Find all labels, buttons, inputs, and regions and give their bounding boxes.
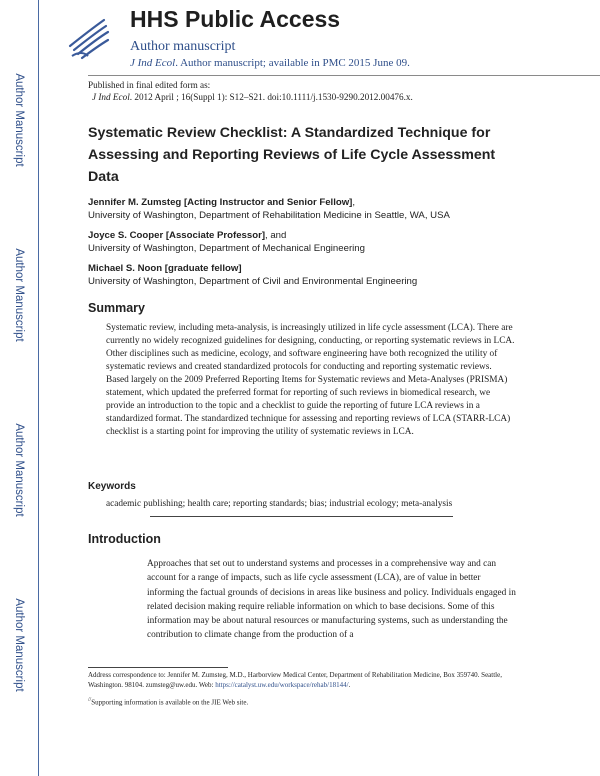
workspace-link[interactable]: https://catalyst.uw.edu/workspace/rehab/18144/ [215,680,349,689]
keywords-heading: Keywords [88,481,136,492]
sidebar-label-4: Author Manuscript [13,598,25,692]
author-entry: Jennifer M. Zumsteg [Acting Instructor and Senior Fellow], University of Washington, Department of Rehabilitation Medicine in Seattle, WA, USA [88,197,450,221]
sidebar-label-2: Author Manuscript [13,248,25,342]
availability-line: J Ind Ecol. Author manuscript; available in PMC 2015 June 09. [130,57,410,69]
introduction-paragraph: Approaches that set out to understand systems and processes in a comprehensive way and can account for a range of impacts, such as life cycle assessment (LCA), are of value in better informing the factual grounds of decisions in areas like business and policy. Individuals engaged in related decision making require reliable information on which to base decisions. Some of this information may be about natural resources or manufacturing systems, such as understanding the contribution to climate change from the production of a [147,559,516,641]
publication-info: Published in final edited form as: J Ind Ecol. 2012 April ; 16(Suppl 1): S12–S21. doi:10.1111/j.1530-9290.2012.00476.x. [88,80,413,102]
sidebar-label-1: Author Manuscript [13,73,25,167]
article-title: Systematic Review Checklist: A Standardized Technique for Assessing and Reporting Reviews of Life Cycle Assessment Data [88,125,496,185]
correspondence-footnote: Address correspondence to: Jennifer M. Zumsteg, M.D., Harborview Medical Center, Department of Rehabilitation Medicine, Box 359740. Seattle, Washington. 98104. zumsteg@uw.edu. Web: https://catalyst.uw.edu/workspace/rehab/18144/. [88,671,502,689]
author-manuscript-subtitle: Author manuscript [130,39,236,54]
sidebar-label-3: Author Manuscript [13,423,25,517]
hhs-eagle-logo-icon [66,16,112,62]
keywords-list: academic publishing; health care; reporting standards; bias; industrial ecology; meta-analysis [106,499,453,509]
sidebar-divider [38,0,39,776]
header-rule [88,75,600,76]
hhs-title: HHS Public Access [130,6,341,32]
summary-paragraph: Systematic review, including meta-analysis, is increasingly utilized in life cycle assessment (LCA). There are currently no widely recognized guidelines for designing, conducting, or reporting systematic reviews in LCA. Other disciplines such as medicine, ecology, and software engineering have both recognized the utility of systematic reviews and created standardized protocols for conducting and reporting systematic reviews. Based largely on the 2009 Preferred Reporting Items for Systematic reviews and Meta-Analyses (PRISMA) statement, which updated the preferred format for reporting of such reviews in biomedical research, we provide an introduction to the topic and a checklist to guide the reporting of future LCA reviews in a standardized format. The standardized technique for assessing and reporting reviews of LCA (STARR-LCA) checklist is a starting point for improving the utility of systematic reviews in LCA. [106,323,515,438]
footnote-rule [88,667,228,668]
keywords-rule [150,516,453,517]
introduction-heading: Introduction [88,532,161,546]
supporting-info-footnote: //Supporting information is available on the JIE Web site. [88,697,249,707]
summary-heading: Summary [88,301,145,315]
author-entry: Joyce S. Cooper [Associate Professor], and University of Washington, Department of Mechanical Engineering [88,230,365,254]
author-entry: Michael S. Noon [graduate fellow] University of Washington, Department of Civil and Environmental Engineering [88,263,418,287]
